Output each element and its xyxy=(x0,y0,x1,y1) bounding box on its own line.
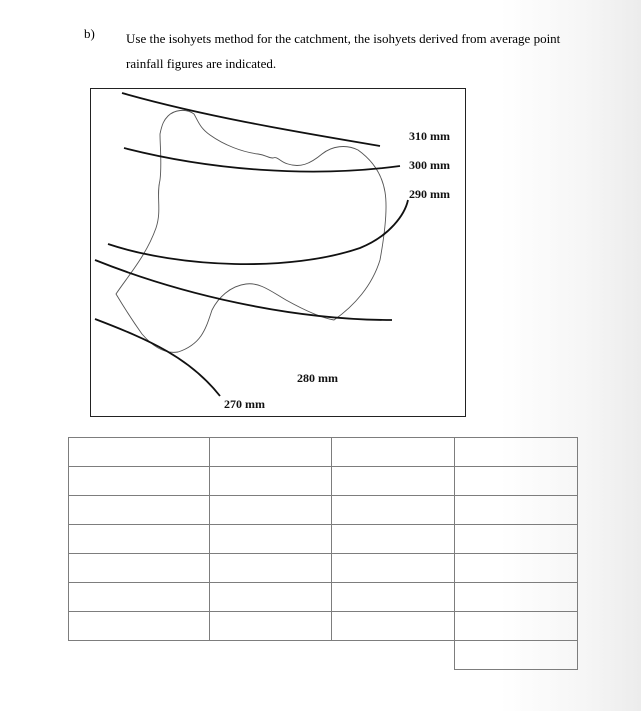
question-label: b) xyxy=(84,26,95,41)
table-row-total xyxy=(69,641,578,670)
table-cell[interactable] xyxy=(455,525,578,554)
table-cell[interactable] xyxy=(455,612,578,641)
table-cell[interactable] xyxy=(210,525,332,554)
table-cell[interactable] xyxy=(69,583,210,612)
table-cell[interactable] xyxy=(332,496,455,525)
table-row xyxy=(69,612,578,641)
table-cell[interactable] xyxy=(332,467,455,496)
table-row xyxy=(69,583,578,612)
table-cell[interactable] xyxy=(69,438,210,467)
question-text-line-1: Use the isohyets method for the catchment, the isohyets derived from average point xyxy=(126,31,561,46)
answer-table-wrapper xyxy=(68,437,578,670)
table-cell[interactable] xyxy=(69,496,210,525)
table-cell[interactable] xyxy=(210,554,332,583)
table-cell[interactable] xyxy=(455,583,578,612)
table-cell[interactable] xyxy=(210,496,332,525)
table-cell[interactable] xyxy=(69,612,210,641)
label-310-mm: 310 mm xyxy=(409,129,450,143)
label-290-mm: 290 mm xyxy=(409,187,450,201)
label-270-mm: 270 mm xyxy=(224,397,265,411)
table-cell-empty xyxy=(332,641,455,670)
question-text-line-2: rainfall figures are indicated. xyxy=(126,56,277,71)
table-cell[interactable] xyxy=(332,583,455,612)
table-cell[interactable] xyxy=(455,554,578,583)
table-cell[interactable] xyxy=(332,612,455,641)
table-cell-total[interactable] xyxy=(455,641,578,670)
table-cell[interactable] xyxy=(332,525,455,554)
table-cell[interactable] xyxy=(455,438,578,467)
catchment-diagram xyxy=(90,88,466,417)
table-cell[interactable] xyxy=(332,438,455,467)
table-cell[interactable] xyxy=(69,467,210,496)
table-cell[interactable] xyxy=(332,554,455,583)
answer-table xyxy=(68,437,578,670)
label-280-mm: 280 mm xyxy=(297,371,338,385)
table-cell-empty xyxy=(210,641,332,670)
table-cell[interactable] xyxy=(210,612,332,641)
table-row xyxy=(69,525,578,554)
table-cell-empty xyxy=(69,641,210,670)
table-cell[interactable] xyxy=(69,554,210,583)
label-300-mm: 300 mm xyxy=(409,158,450,172)
table-cell[interactable] xyxy=(455,496,578,525)
question-text xyxy=(126,26,626,76)
table-cell[interactable] xyxy=(210,583,332,612)
table-row xyxy=(69,554,578,583)
table-cell[interactable] xyxy=(210,467,332,496)
table-row xyxy=(69,467,578,496)
catchment-diagram-svg xyxy=(90,88,466,417)
table-row xyxy=(69,438,578,467)
table-cell[interactable] xyxy=(69,525,210,554)
table-cell[interactable] xyxy=(210,438,332,467)
table-cell[interactable] xyxy=(455,467,578,496)
table-row xyxy=(69,496,578,525)
